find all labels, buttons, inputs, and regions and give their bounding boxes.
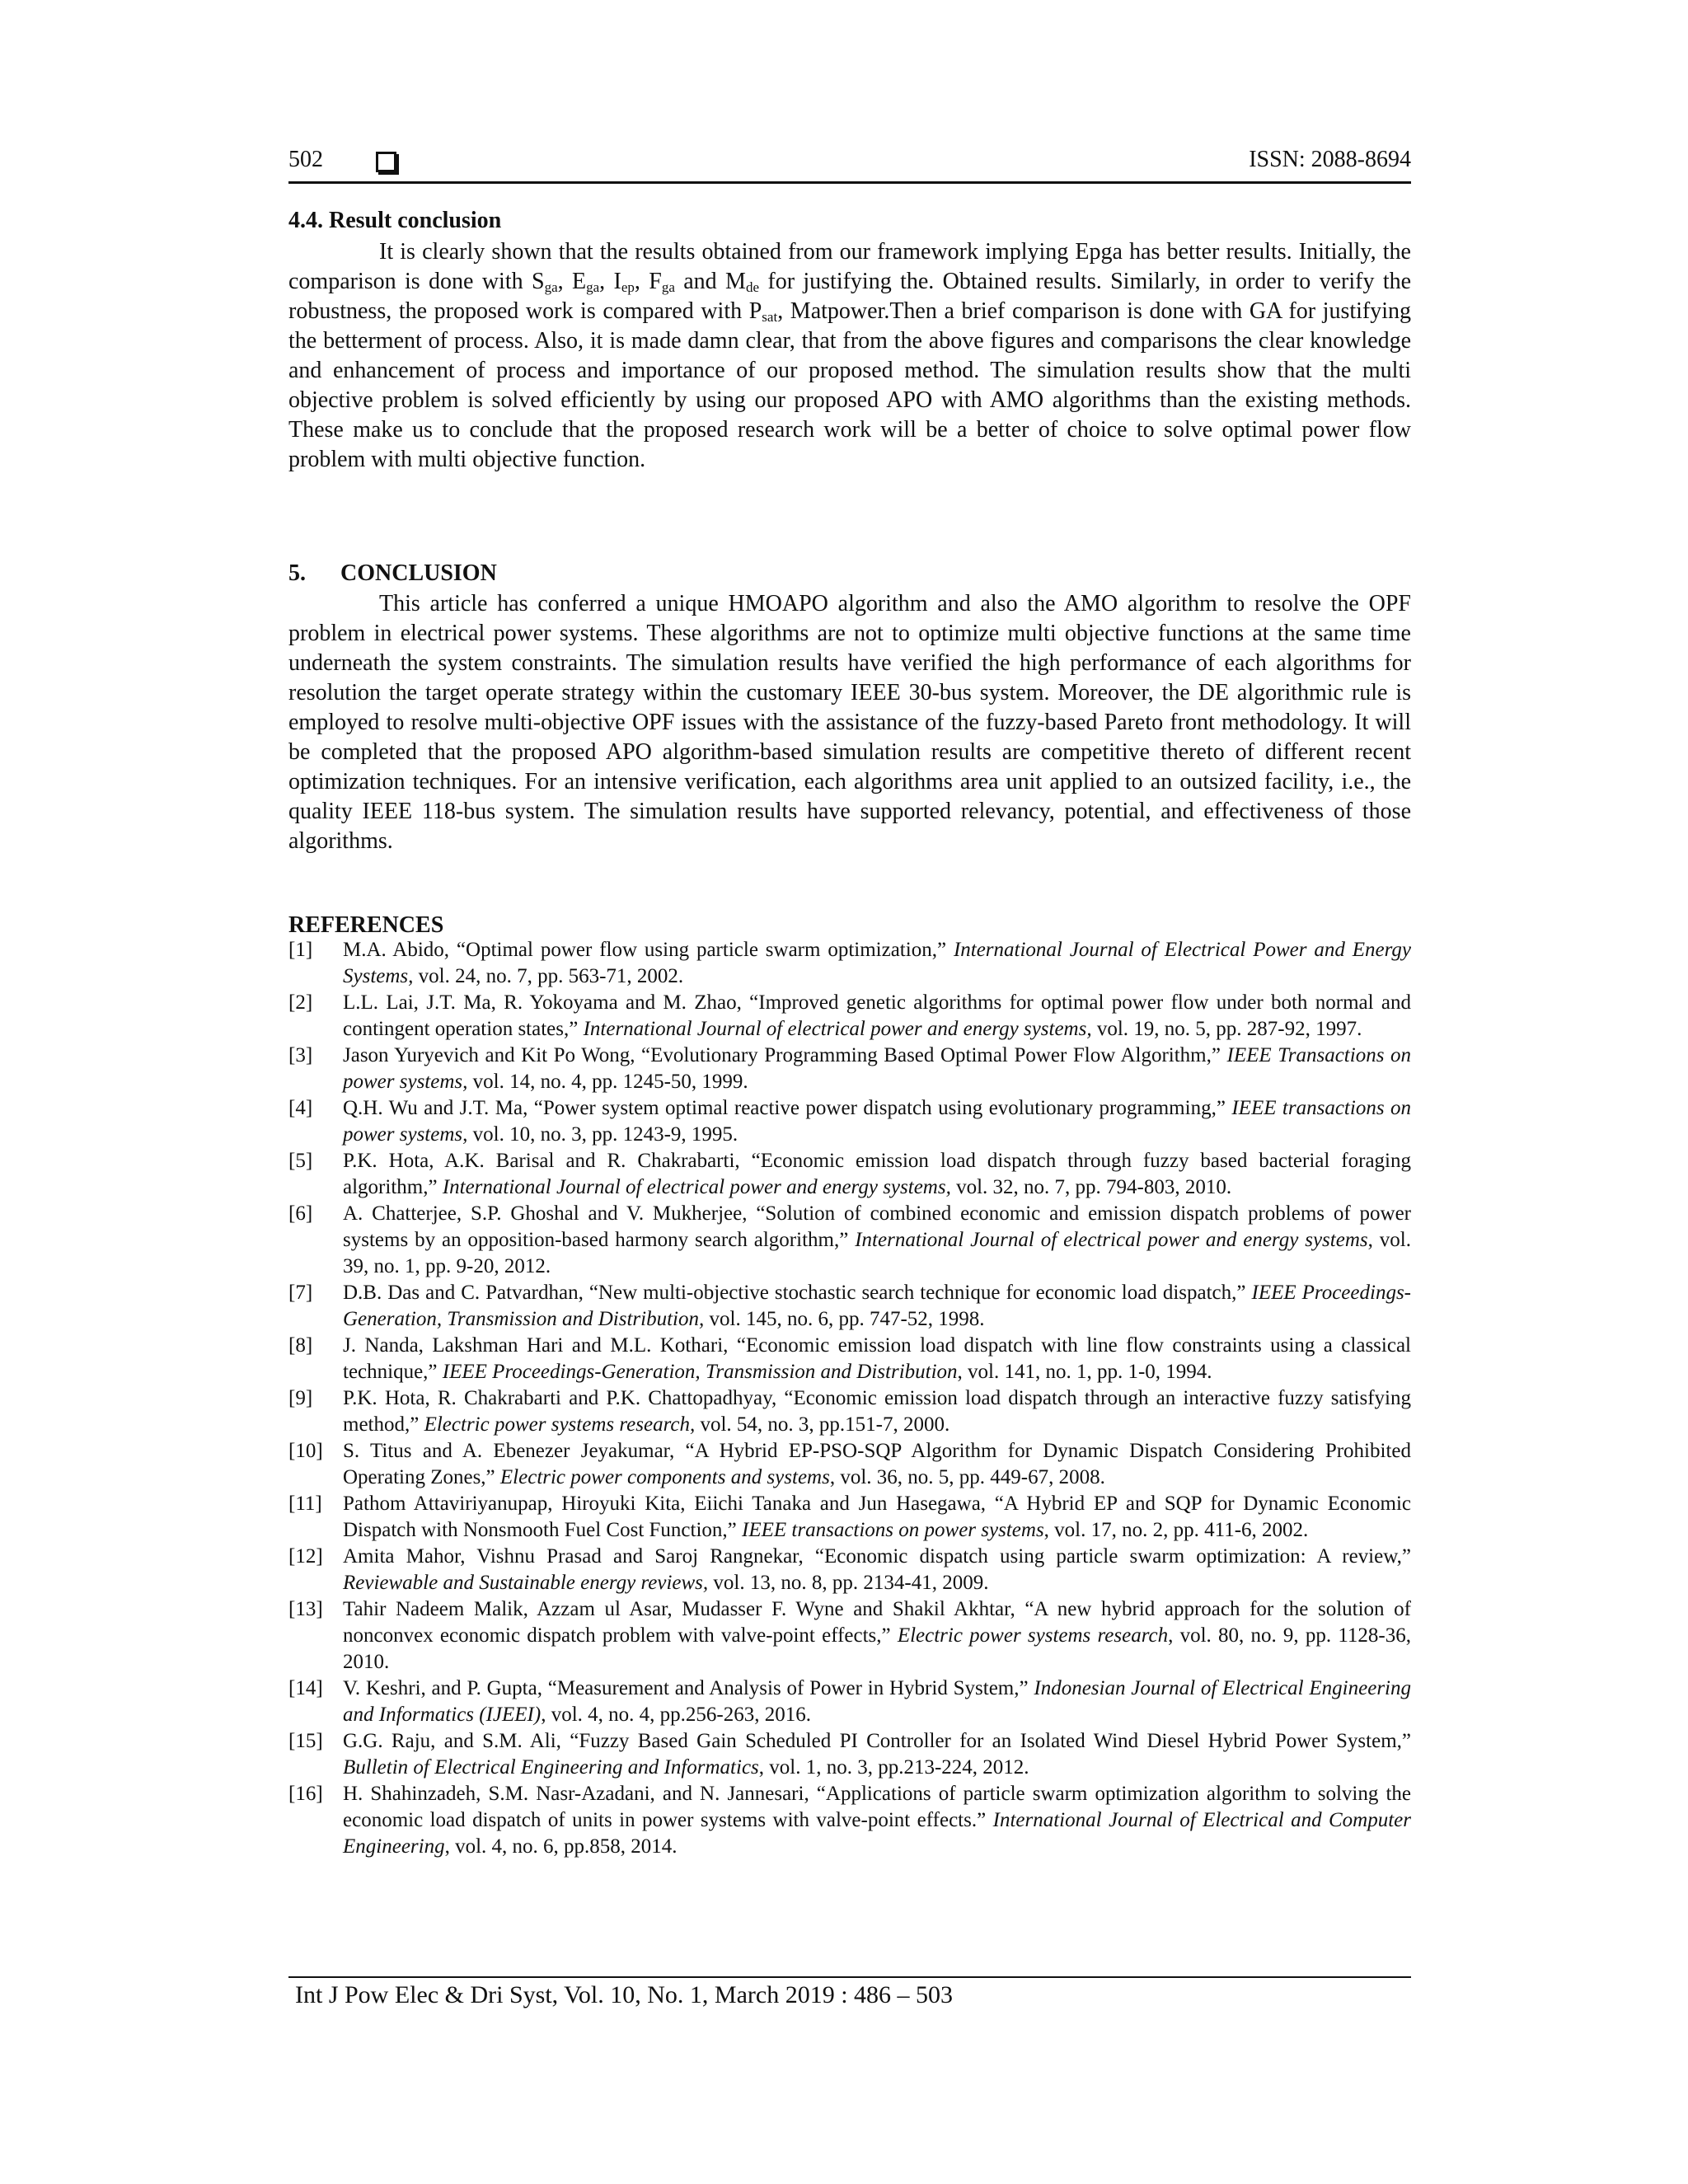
reference-number: [11] [288, 1493, 322, 1515]
reference-number: [10] [288, 1440, 323, 1462]
reference-text: Amita Mahor, Vishnu Prasad and Saroj Rangnekar, “Economic dispatch using particle swarm optimization: A review,” Reviewable and Sustainable energy reviews, vol. 13, no. 8, pp. 2134-41, 2009. [343, 1545, 1411, 1594]
reference-number: [5] [288, 1150, 313, 1172]
reference-item [288, 1544, 1411, 1596]
reference-item [288, 937, 1411, 990]
section-heading-4-4: 4.4. Result conclusion [288, 208, 502, 233]
reference-text: Tahir Nadeem Malik, Azzam ul Asar, Mudasser F. Wyne and Shakil Akhtar, “A new hybrid approach for the solution of nonconvex economic dispatch problem with valve-point effects,” Electric power systems research, vol. 80, no. 9, pp. 1128-36, 2010. [343, 1598, 1411, 1673]
issn: ISSN: 2088-8694 [1249, 147, 1411, 172]
reference-text: P.K. Hota, R. Chakrabarti and P.K. Chattopadhyay, “Economic emission load dispatch through an interactive fuzzy satisfying method,” Electric power systems research, vol. 54, no. 3, pp.151-7, 2000. [343, 1387, 1411, 1436]
reference-item [288, 1201, 1411, 1280]
reference-item [288, 1043, 1411, 1095]
reference-item [288, 1675, 1411, 1728]
footer-rule [288, 1976, 1411, 1978]
reference-journal: Indonesian Journal of Electrical Engineering and Informatics (IJEEI) [343, 1677, 1411, 1726]
reference-journal: Bulletin of Electrical Engineering and Informatics [343, 1756, 759, 1779]
reference-journal: International Journal of electrical power and energy systems [855, 1229, 1368, 1251]
reference-journal: Electric power systems research [897, 1624, 1169, 1647]
result-conclusion-paragraph: It is clearly shown that the results obtained from our framework implying Epga has better results. Initially, the comparison is done with $S_{ga}$, $E_{ga}$, $I_{ep}$, $F_{ga}$ and $M_{de}$ for justifying the. Obtained results. Similarly, in order to verify the robustness, the proposed work is compared with $P_{sat}$, Matpower.Then a brief comparison is done with GA for justifying the betterment of process. Also, it is made damn clear, that from the above figures and comparisons the clear knowledge and enhancement of process and importance of our proposed method. The simulation results show that the multi objective problem is solved efficiently by using our proposed APO with AMO algorithms than the existing methods. These make us to conclude that the proposed research work will be a better of choice to solve optimal power flow problem with multi objective function. [288, 239, 1412, 472]
reference-number: [16] [288, 1783, 323, 1805]
reference-number: [12] [288, 1545, 323, 1568]
reference-number: [1] [288, 939, 313, 961]
reference-number: [7] [288, 1282, 313, 1304]
reference-item [288, 1491, 1411, 1544]
reference-journal: IEEE transactions on power systems [742, 1519, 1044, 1541]
reference-number: [8] [288, 1334, 313, 1357]
reference-text: M.A. Abido, “Optimal power flow using particle swarm optimization,” International Journal of Electrical Power and Energy Systems, vol. 24, no. 7, pp. 563-71, 2002. [343, 939, 1411, 987]
reference-item [288, 1438, 1411, 1491]
reference-text: P.K. Hota, A.K. Barisal and R. Chakrabarti, “Economic emission load dispatch through fuzzy based bacterial foraging algorithm,” International Journal of electrical power and energy systems, vol. 32, no. 7, pp. 794-803, 2010. [343, 1150, 1411, 1198]
reference-text: Q.H. Wu and J.T. Ma, “Power system optimal reactive power dispatch using evolutionary programming,” IEEE transactions on power systems, vol. 10, no. 3, pp. 1243-9, 1995. [343, 1097, 1411, 1146]
reference-journal: Reviewable and Sustainable energy reviews, [343, 1572, 709, 1594]
reference-item [288, 1148, 1411, 1201]
reference-number: [13] [288, 1598, 323, 1620]
reference-text: S. Titus and A. Ebenezer Jeyakumar, “A Hybrid EP-PSO-SQP Algorithm for Dynamic Dispatch Considering Prohibited Operating Zones,” Electric power components and systems, vol. 36, no. 5, pp. 449-67, 2008. [343, 1440, 1411, 1488]
reference-text: Pathom Attaviriyanupap, Hiroyuki Kita, Eiichi Tanaka and Jun Hasegawa, “A Hybrid EP and SQP for Dynamic Economic Dispatch with Nonsmooth Fuel Cost Function,” IEEE transactions on power systems, vol. 17, no. 2, pp. 411-6, 2002. [343, 1493, 1411, 1541]
reference-number: [14] [288, 1677, 323, 1699]
reference-text: L.L. Lai, J.T. Ma, R. Yokoyama and M. Zhao, “Improved genetic algorithms for optimal power flow under both normal and contingent operation states,” International Journal of electrical power and energy systems, vol. 19, no. 5, pp. 287-92, 1997. [343, 991, 1411, 1040]
reference-item [288, 990, 1411, 1043]
reference-item [288, 1095, 1411, 1148]
reference-text: Jason Yuryevich and Kit Po Wong, “Evolutionary Programming Based Optimal Power Flow Algorithm,” IEEE Transactions on power systems, vol. 14, no. 4, pp. 1245-50, 1999. [343, 1044, 1411, 1093]
reference-journal: Electric power components and systems [499, 1466, 830, 1488]
reference-journal: International Journal of electrical power and energy systems, [583, 1018, 1092, 1040]
reference-journal: IEEE Proceedings-Generation, Transmission and Distribution [442, 1361, 958, 1383]
reference-journal: IEEE Transactions on power systems, [343, 1044, 1411, 1093]
reference-journal: International Journal of Electrical and Computer Engineering [343, 1809, 1411, 1858]
conclusion-paragraph: This article has conferred a unique HMOAPO algorithm and also the AMO algorithm to resolve the OPF problem in electrical power systems. These algorithms are not to optimize multi objective functions at the same time underneath the system constraints. The simulation results have verified the high performance of each algorithms for resolution the target operate strategy within the customary IEEE 30-bus system. Moreover, the DE algorithmic rule is employed to resolve multi-objective OPF issues with the assistance of the fuzzy-based Pareto front methodology. It will be completed that the proposed APO algorithm-based simulation results are competitive thereto of different recent optimization techniques. For an intensive verification, each algorithms area unit applied to an outsized facility, i.e., the quality IEEE 118-bus system. The simulation results have supported relevancy, potential, and effectiveness of those algorithms. [288, 591, 1411, 854]
reference-number: [3] [288, 1044, 313, 1066]
reference-journal: IEEE transactions on power systems, [343, 1097, 1411, 1146]
reference-item [288, 1728, 1411, 1781]
footer-citation: Int J Pow Elec & Dri Syst, Vol. 10, No. 1, March 2019 : 486 – 503 [295, 1981, 954, 2008]
reference-number: [9] [288, 1387, 313, 1409]
reference-number: [15] [288, 1730, 323, 1752]
reference-text: V. Keshri, and P. Gupta, “Measurement and Analysis of Power in Hybrid System,” Indonesian Journal of Electrical Engineering and Informatics (IJEEI), vol. 4, no. 4, pp.256-263, 2016. [343, 1677, 1411, 1726]
reference-text: G.G. Raju, and S.M. Ali, “Fuzzy Based Gain Scheduled PI Controller for an Isolated Wind Diesel Hybrid Power System,” Bulletin of Electrical Engineering and Informatics, vol. 1, no. 3, pp.213-224, 2012. [343, 1730, 1411, 1779]
reference-item [288, 1385, 1411, 1438]
reference-journal: Electric power systems research, [424, 1413, 696, 1436]
reference-item [288, 1280, 1411, 1333]
reference-item [288, 1333, 1411, 1385]
references-heading: REFERENCES [288, 912, 444, 938]
reference-text: D.B. Das and C. Patvardhan, “New multi-objective stochastic search technique for economic load dispatch,” IEEE Proceedings-Generation, Transmission and Distribution, vol. 145, no. 6, pp. 747-52, 1998. [343, 1282, 1411, 1330]
reference-text: A. Chatterjee, S.P. Ghoshal and V. Mukherjee, “Solution of combined economic and emission dispatch problems of power systems by an opposition-based harmony search algorithm,” International Journal of electrical power and energy systems, vol. 39, no. 1, pp. 9-20, 2012. [343, 1202, 1411, 1277]
page-header [288, 147, 1411, 183]
reference-journal: IEEE Proceedings-Generation, Transmission and Distribution, [343, 1282, 1411, 1330]
box-icon [376, 152, 396, 172]
reference-number: [6] [288, 1202, 313, 1225]
header-rule [288, 181, 1411, 184]
references-list [288, 937, 1411, 1860]
reference-number: [2] [288, 991, 313, 1014]
reference-journal: International Journal of electrical power and energy systems, [442, 1176, 951, 1198]
section-heading-conclusion: 5. CONCLUSION [288, 560, 497, 586]
reference-text: H. Shahinzadeh, S.M. Nasr-Azadani, and N. Jannesari, “Applications of particle swarm optimization algorithm to solving the economic load dispatch of units in power systems with valve-point effects.” International Journal of Electrical and Computer Engineering, vol. 4, no. 6, pp.858, 2014. [343, 1783, 1411, 1858]
reference-item [288, 1596, 1411, 1675]
reference-text: J. Nanda, Lakshman Hari and M.L. Kothari, “Economic emission load dispatch with line flow constraints using a classical technique,” IEEE Proceedings-Generation, Transmission and Distribution, vol. 141, no. 1, pp. 1-0, 1994. [343, 1334, 1411, 1383]
reference-journal: International Journal of Electrical Power and Energy Systems, [343, 939, 1411, 987]
page-number: 502 [288, 147, 323, 172]
reference-number: [4] [288, 1097, 313, 1119]
reference-item [288, 1781, 1411, 1860]
